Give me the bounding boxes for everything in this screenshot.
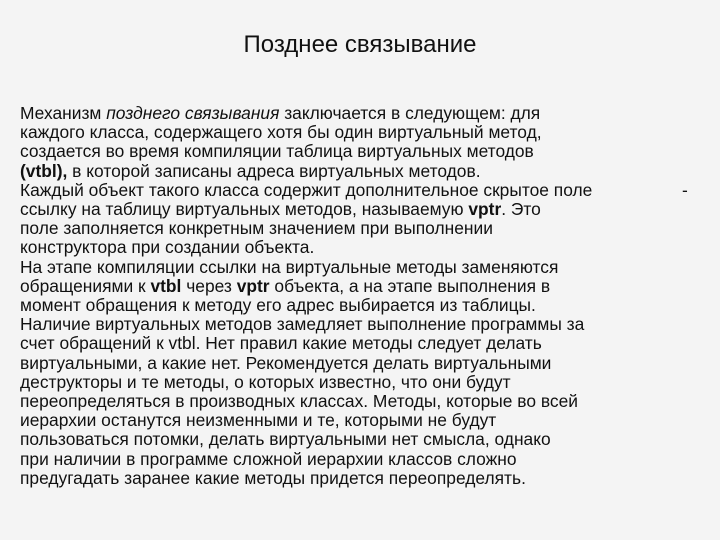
- text-line: иерархии останутся неизменными и те, которыми не будут: [20, 410, 497, 431]
- text-run: обращениями к: [20, 275, 151, 296]
- bold-term: vptr: [236, 275, 270, 296]
- text-line: пользоваться потомки, делать виртуальными нет смысла, однако: [20, 429, 551, 450]
- paragraph-hidden-field: [20, 181, 704, 258]
- slide-body: [20, 104, 704, 488]
- bold-term: vptr: [468, 199, 502, 220]
- text-run: в которой записаны адреса виртуальных методов.: [67, 160, 481, 181]
- text-run: объекта, а на этапе выполнения в: [269, 275, 551, 296]
- text-line: поле заполняется конкретным значением при выполнении: [20, 218, 493, 239]
- text-line: На этапе компиляции ссылки на виртуальные методы заменяются: [20, 256, 559, 277]
- italic-term: позднего связывания: [106, 103, 280, 123]
- bold-term: vtbl: [150, 275, 182, 296]
- slide-title: Позднее связывание: [243, 31, 477, 58]
- text-line: момент обращения к методу его адрес выбирается из таблицы.: [20, 295, 536, 316]
- paragraph-late-binding-mechanism: [20, 104, 704, 181]
- text-line: [20, 103, 704, 123]
- paragraph-compile-time: [20, 258, 704, 316]
- text-run: заключается в следующем: для: [279, 103, 541, 123]
- text-run: Механизм: [20, 103, 107, 123]
- text-line: виртуальными, а какие нет. Рекомендуется делать виртуальными: [20, 352, 552, 373]
- text-line: Наличие виртуальных методов замедляет выполнение программы за: [20, 314, 585, 335]
- text-run: . Это: [501, 199, 541, 220]
- text-line: счет обращений к vtbl. Нет правил какие методы следует делать: [20, 333, 542, 354]
- text-line: переопределяться в производных классах. Методы, которые во всей: [20, 391, 578, 412]
- paragraph-performance: [20, 315, 704, 488]
- text-line: каждого класса, содержащего хотя бы один виртуальный метод,: [20, 122, 542, 143]
- text-run: через: [181, 275, 237, 296]
- bold-term: (vtbl),: [20, 160, 68, 181]
- text-run: Каждый объект такого класса содержит дополнительное скрытое поле: [20, 179, 593, 200]
- text-line: [20, 160, 704, 181]
- text-line: при наличии в программе сложной иерархии классов сложно: [20, 448, 517, 469]
- text-line: деструкторы и те методы, о которых известно, что они будут: [20, 371, 511, 392]
- text-line: конструктора при создании объекта.: [20, 237, 315, 258]
- text-line: предугадать заранее какие методы придется переопределять.: [20, 467, 526, 488]
- text-line: [20, 199, 704, 220]
- text-run: ссылку на таблицу виртуальных методов, называемую: [20, 199, 469, 220]
- text-line: [20, 275, 704, 296]
- text-line: создается во время компиляции таблица виртуальных методов: [20, 141, 534, 162]
- text-line: Каждый объект такого класса содержит дополнительное скрытое поле -: [20, 179, 688, 200]
